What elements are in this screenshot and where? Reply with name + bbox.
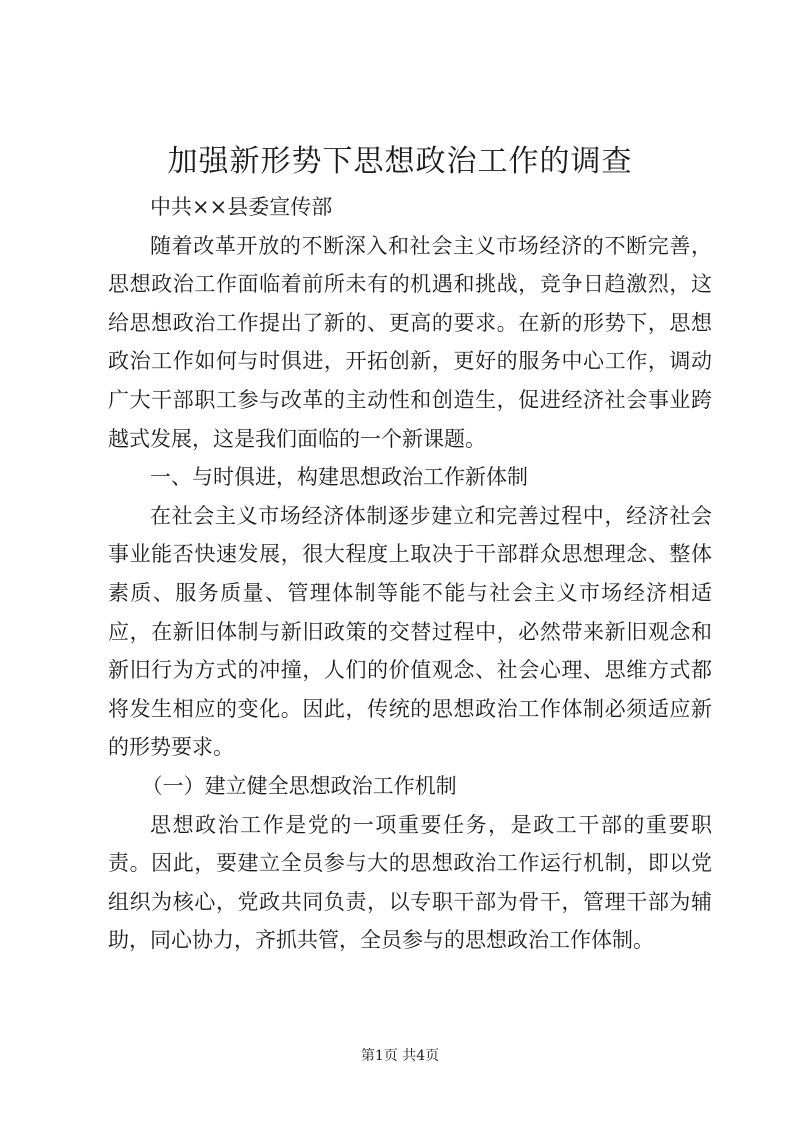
- paragraph-subsection-1: 思想政治工作是党的一项重要任务，是政工干部的重要职责。因此，要建立全员参与大的思想政治工作运行机制，即以党组织为核心，党政共同负责，以专职干部为骨干，管理干部为辅助，同心协力，齐抓共管，全员参与的思想政治工作体制。: [108, 812, 712, 953]
- page-footer: 第1页 共4页: [360, 1048, 440, 1064]
- document-body: [108, 188, 712, 960]
- paragraph-section-1: 在社会主义市场经济体制逐步建立和完善过程中，经济社会事业能否快速发展，很大程度上取决于干部群众思想理念、整体素质、服务质量、管理体制等能不能与社会主义市场经济相适应，在新旧体制与新旧政策的交替过程中，必然带来新旧观念和新旧行为方式的冲撞，人们的价值观念、社会心理、思维方式都将发生相应的变化。因此，传统的思想政治工作体制必须适应新的形势要求。: [108, 503, 712, 760]
- paragraph-intro: 随着改革开放的不断深入和社会主义市场经济的不断完善，思想政治工作面临着前所未有的机遇和挑战，竞争日趋激烈，这给思想政治工作提出了新的、更高的要求。在新的形势下，思想政治工作如何与时俱进，开拓创新，更好的服务中心工作，调动广大干部职工参与改革的主动性和创造生，促进经济社会事业跨越式发展，这是我们面临的一个新课题。: [108, 233, 712, 451]
- subsection-heading-1: （一）建立健全思想政治工作机制: [141, 773, 457, 798]
- section-heading-1: 一、与时俱进，构建思想政治工作新体制: [150, 465, 528, 490]
- author-line: 中共××县委宣传部: [150, 195, 333, 219]
- document-title: 加强新形势下思想政治工作的调查: [167, 144, 633, 179]
